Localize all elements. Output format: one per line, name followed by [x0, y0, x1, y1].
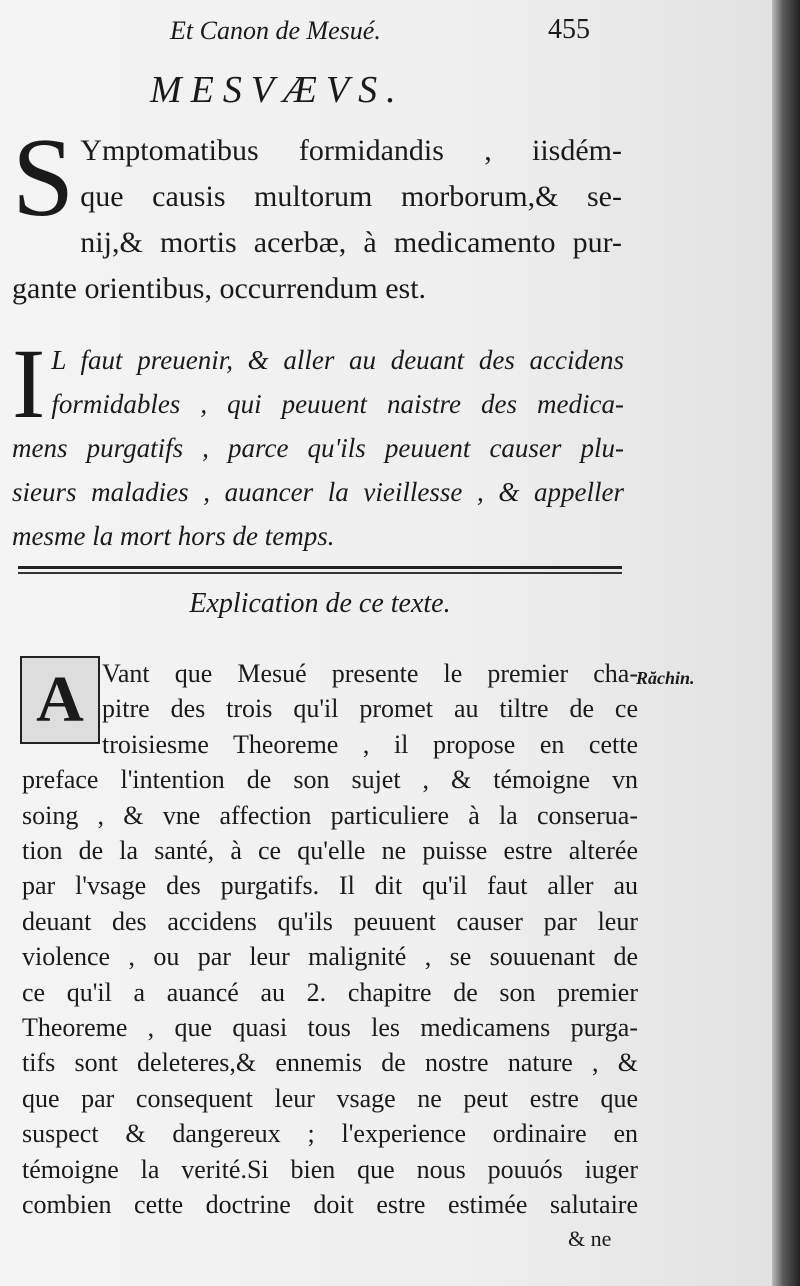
commentary-line: combien cette doctrine doit estre estimée salutaire [22, 1190, 638, 1220]
latin-line: gante orientibus, occurrendum est. [12, 272, 427, 305]
page-header [0, 12, 772, 52]
commentary-line: que par consequent leur vsage ne peut estre que [22, 1083, 638, 1113]
commentary-line: suspect & dangereux ; l'experience ordinaire en [22, 1119, 638, 1149]
section-title: MESVÆVS. [150, 69, 405, 111]
commentary-line: Theoreme , que quasi tous les medicamens purga- [22, 1013, 638, 1043]
drop-cap-i: I [12, 328, 46, 439]
latin-line: nij,& mortis acerbæ, à medicamento pur- [80, 226, 622, 259]
commentary-line: par l'vsage des purgatifs. Il dit qu'il faut aller au [22, 871, 638, 901]
margin-note: Răchin. [636, 668, 695, 688]
commentary-line: troisiesme Theoreme , il propose en cette [102, 729, 638, 759]
latin-line: Ymptomatibus formidandis , iisdém- [80, 134, 622, 167]
commentary-line: deuant des accidens qu'ils peuuent causer par leur [22, 906, 638, 936]
running-title: Et Canon de Mesué. [170, 16, 381, 45]
commentary-line: témoigne la verité.Si bien que nous pouuós iuger [22, 1154, 638, 1184]
commentary-line: tifs sont deleteres,& ennemis de nostre nature , & [22, 1048, 638, 1078]
french-line: mesme la mort hors de temps. [12, 521, 335, 551]
commentary-line: ce qu'il a auancé au 2. chapitre de son premier [22, 977, 638, 1007]
commentary-line: preface l'intention de son sujet , & témoigne vn [22, 765, 638, 795]
latin-text-block [12, 116, 622, 312]
subtitle: Explication de ce texte. [189, 588, 451, 619]
page-number: 455 [548, 14, 590, 45]
ornamental-initial [20, 656, 100, 744]
french-translation-block [12, 328, 624, 558]
french-line: L faut preuenir, & aller au deuant des accidens [51, 345, 624, 375]
commentary-line: pitre des trois qu'il promet au tiltre de ce [102, 694, 638, 724]
ornamental-initial-letter: A [36, 663, 84, 736]
commentary-line: tion de la santé, à ce qu'elle ne puisse estre alterée [22, 836, 638, 866]
commentary-line: soing , & vne affection particuliere à la conserua- [22, 800, 638, 830]
commentary-line: Vant que Mesué presente le premier cha- [102, 659, 638, 688]
book-spine-edge [772, 0, 800, 1286]
french-line: sieurs maladies , auancer la vieillesse , & appeller [12, 477, 624, 507]
commentary-line: violence , ou par leur malignité , se souuenant de [22, 942, 638, 972]
section-divider [18, 566, 622, 574]
commentary-block [22, 656, 638, 1223]
french-line: formidables , qui peuuent naistre des medica- [51, 389, 624, 419]
catchword: & ne [568, 1226, 612, 1251]
drop-cap-s: S [12, 116, 75, 240]
french-line: mens purgatifs , parce qu'ils peuuent causer plu- [12, 433, 624, 463]
latin-line: que causis multorum morborum,& se- [80, 180, 622, 213]
